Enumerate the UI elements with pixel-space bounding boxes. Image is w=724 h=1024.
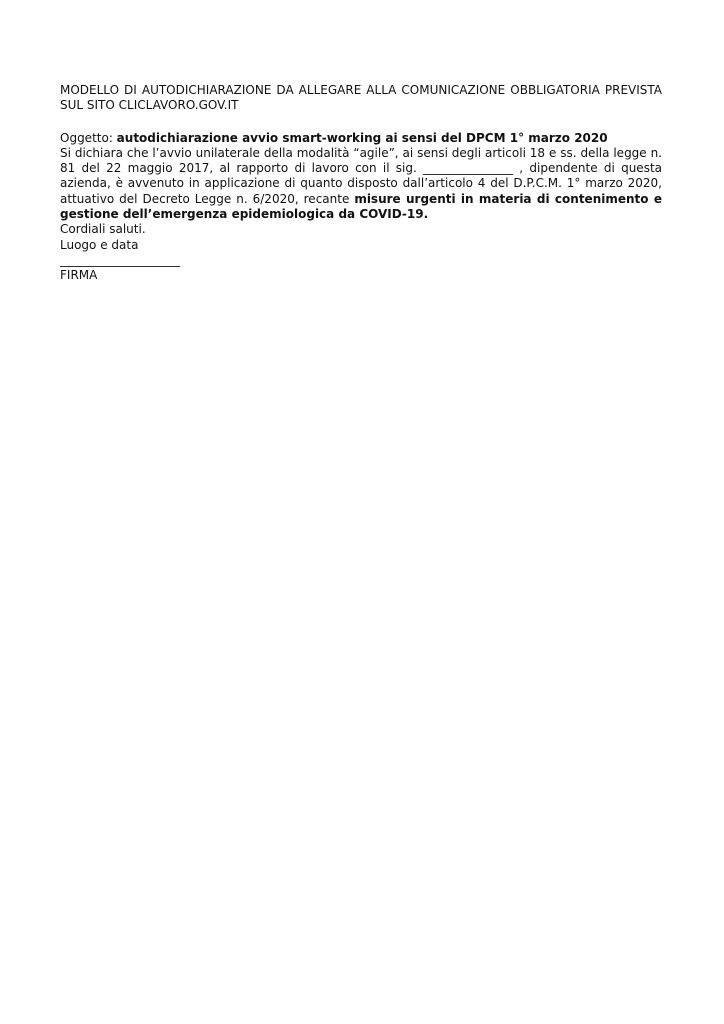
place-date-label: Luogo e data (60, 237, 139, 252)
subject-line (60, 131, 662, 146)
greeting: Cordiali saluti. (60, 222, 146, 237)
document-title: MODELLO DI AUTODICHIARAZIONE DA ALLEGARE ALLA COMUNICAZIONE OBBLIGATORIA PREVISTA SUL SITO CLICLAVORO.GOV.IT (60, 83, 662, 113)
subject-text: autodichiarazione avvio smart-working ai sensi del DPCM 1° marzo 2020 (116, 130, 608, 145)
paragraph-spacer (60, 114, 662, 131)
subject-label: Oggetto: (60, 130, 117, 145)
signature-line: ____________________ (60, 252, 180, 267)
declaration-bold-text: misure urgenti in materia di contenimento e gestione dell’emergenza epidemiologica da COVID-19. (60, 191, 662, 222)
document-content (60, 83, 662, 284)
declaration-text: Si dichiara che l’avvio unilaterale della modalità “agile”, ai sensi degli articoli 18 e ss. della legge n. 81 del 22 maggio 2017, al rapporto di lavoro con il sig. _______________ , dipendente di questa azienda, è avvenuto in applicazione di quanto disposto dall’articolo 4 del D.P.C.M. 1° marzo 2020, attuativo del Decreto Legge n. 6/2020, recante (60, 145, 662, 206)
declaration-paragraph (60, 146, 662, 222)
signature-label: FIRMA (60, 268, 98, 283)
